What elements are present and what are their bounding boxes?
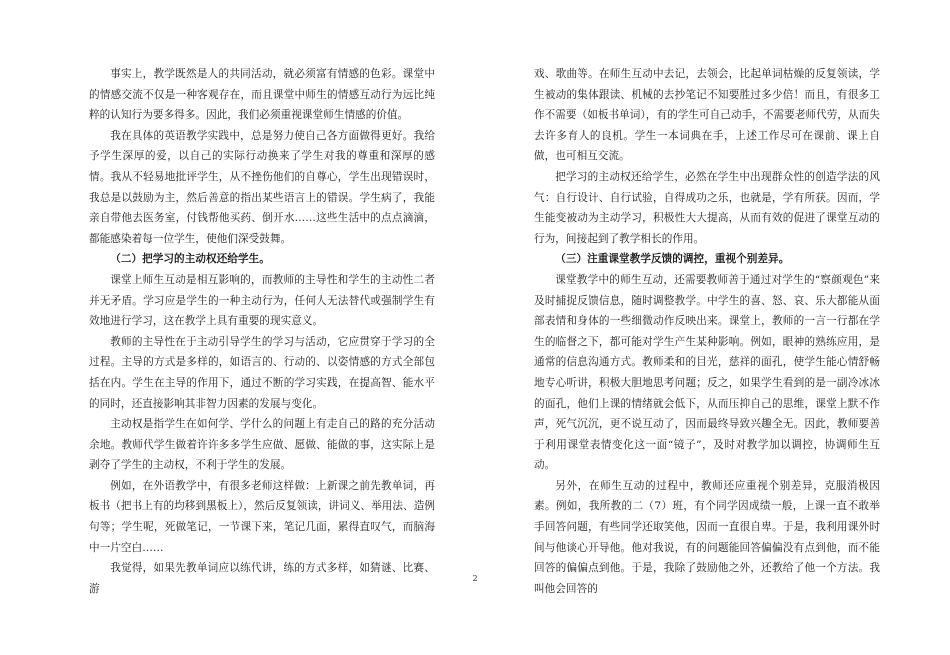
left-column [89,64,435,599]
paragraph: 课堂上师生互动是相互影响的，而教师的主导性和学生的主动性二者并无矛盾。学习应是学生的一种主动行为，任何人无法替代或强制学生有效地进行学习，这在教学上具有重要的现实意义。 [89,273,435,328]
paragraph: 我在具体的英语教学实践中，总是努力使自己各方面做得更好。我给予学生深厚的爱，以自己的实际行动换来了学生对我的尊重和深厚的感情。我从不轻易地批评学生，从不挫伤他们的自尊心，学生出现错误时，我总是以鼓励为主，然后善意的指出某些语言上的错误。学生病了，我能亲自带他去医务室，付钱帮他买药、倒开水……这些生活中的点点滴滴，都能感染着每一位学生，使他们深受鼓舞。 [89,129,435,245]
paragraph: 主动权是指学生在如何学、学什么的问题上有走自己的路的充分活动余地。教师代学生做着许许多多学生应做、愿做、能做的事，这实际上是剥夺了学生的主动权，不利于学生的发展。 [89,418,435,472]
right-column [534,64,880,599]
paragraph-continued: 戏、歌曲等。在师生互动中去记，去领会，比起单词枯燥的反复领读，学生被动的集体跟读、机械的去抄笔记不知要胜过多少倍！而且，有很多工作不需要（如板书单词），有的学生可自己动手，不需要老师代劳，从而失去许多育人的良机。学生一本词典在手，上述工作尽可在课前、课上自做，也可相互交流。 [534,68,880,163]
paragraph: 另外，在师生互动的过程中，教师还应重视个别差异，克服消极因素。例如，我所教的二（7）班，有个同学因成绩一般，上课一直不敢举手回答问题，有些同学还取笑他，因而一直很自卑。于是，我利用课外时间与他谈心开导他。他对我说，有的问题能回答偏偏没有点到他，而不能回答的偏偏点到他。于是，我除了鼓励他之外，还教给了他一个方法。我叫他会回答的 [534,479,880,595]
paragraph: 事实上，教学既然是人的共同活动，就必须富有情感的色彩。课堂中的情感交流不仅是一种客观存在，而且课堂中师生的情感互动行为远比纯粹的认知行为要多得多。因此，我们必须重视课堂师生情感的价值。 [89,68,435,122]
page-number: 2 [472,574,478,583]
paragraph: 教师的主导性在于主动引导学生的学习与活动，它应贯穿于学习的全过程。主导的方式是多样的，如语言的、行动的、以姿情感的方式全部包括在内。学生在主导的作用下，通过不断的学习实践，在提高智、能水平的同时，还直接影响其非智力因素的发展与变化。 [89,335,435,410]
paragraph: 例如，在外语教学中，有很多老师这样做：上新课之前先教单词，再板书（把书上有的均移到黑板上），然后反复领读，讲词义、举用法、造例句等；学生呢，死做笔记，一节课下来，笔记几面，累得直叹气，而脑海中一片空白…… [89,479,435,554]
paragraph: 课堂教学中的师生互动，还需要教师善于通过对学生的“察颜观色”来及时捕捉反馈信息，随时调整教学。中学生的喜、怒、哀、乐大都能从面部表情和身体的一些细微动作反映出来。课堂上，教师的一言一行都在学生的临督之下，都可能对学生产生某种影响。例如，眼神的熟练应用，是通常的信息沟通方式。教师柔和的目光，慈祥的面孔，使学生能心情舒畅地专心听讲，积极大胆地思考问题；反之，如果学生看到的是一副冷冰冰的面孔，他们上课的情绪就会低下，从而压抑自己的思维，课堂上默不作声，死气沉沉，更不说互动了，因而最终导致兴趣全无。因此，教师要善于利用课堂表情变化这一面“镜子”，及时对教学加以调控，协调师生互动。 [534,273,880,472]
section-heading: （二）把学习的主动权还给学生。 [110,253,270,266]
section-heading: （三）注重课堂教学反馈的调控，重视个别差异。 [555,253,790,266]
paragraph: 把学习的主动权还给学生，必然在学生中出现群众性的创造学法的风气：自行设计、自行试验，自得成功之乐，也就是，学有所获。因而，学生能变被动为主动学习，积极性大大提高，从而有效的促进了课堂互动的行为，间接起到了教学相长的作用。 [534,170,880,245]
paragraph: 我觉得，如果先教单词应以练代讲，练的方式多样，如猜谜、比赛、游 [89,562,435,595]
